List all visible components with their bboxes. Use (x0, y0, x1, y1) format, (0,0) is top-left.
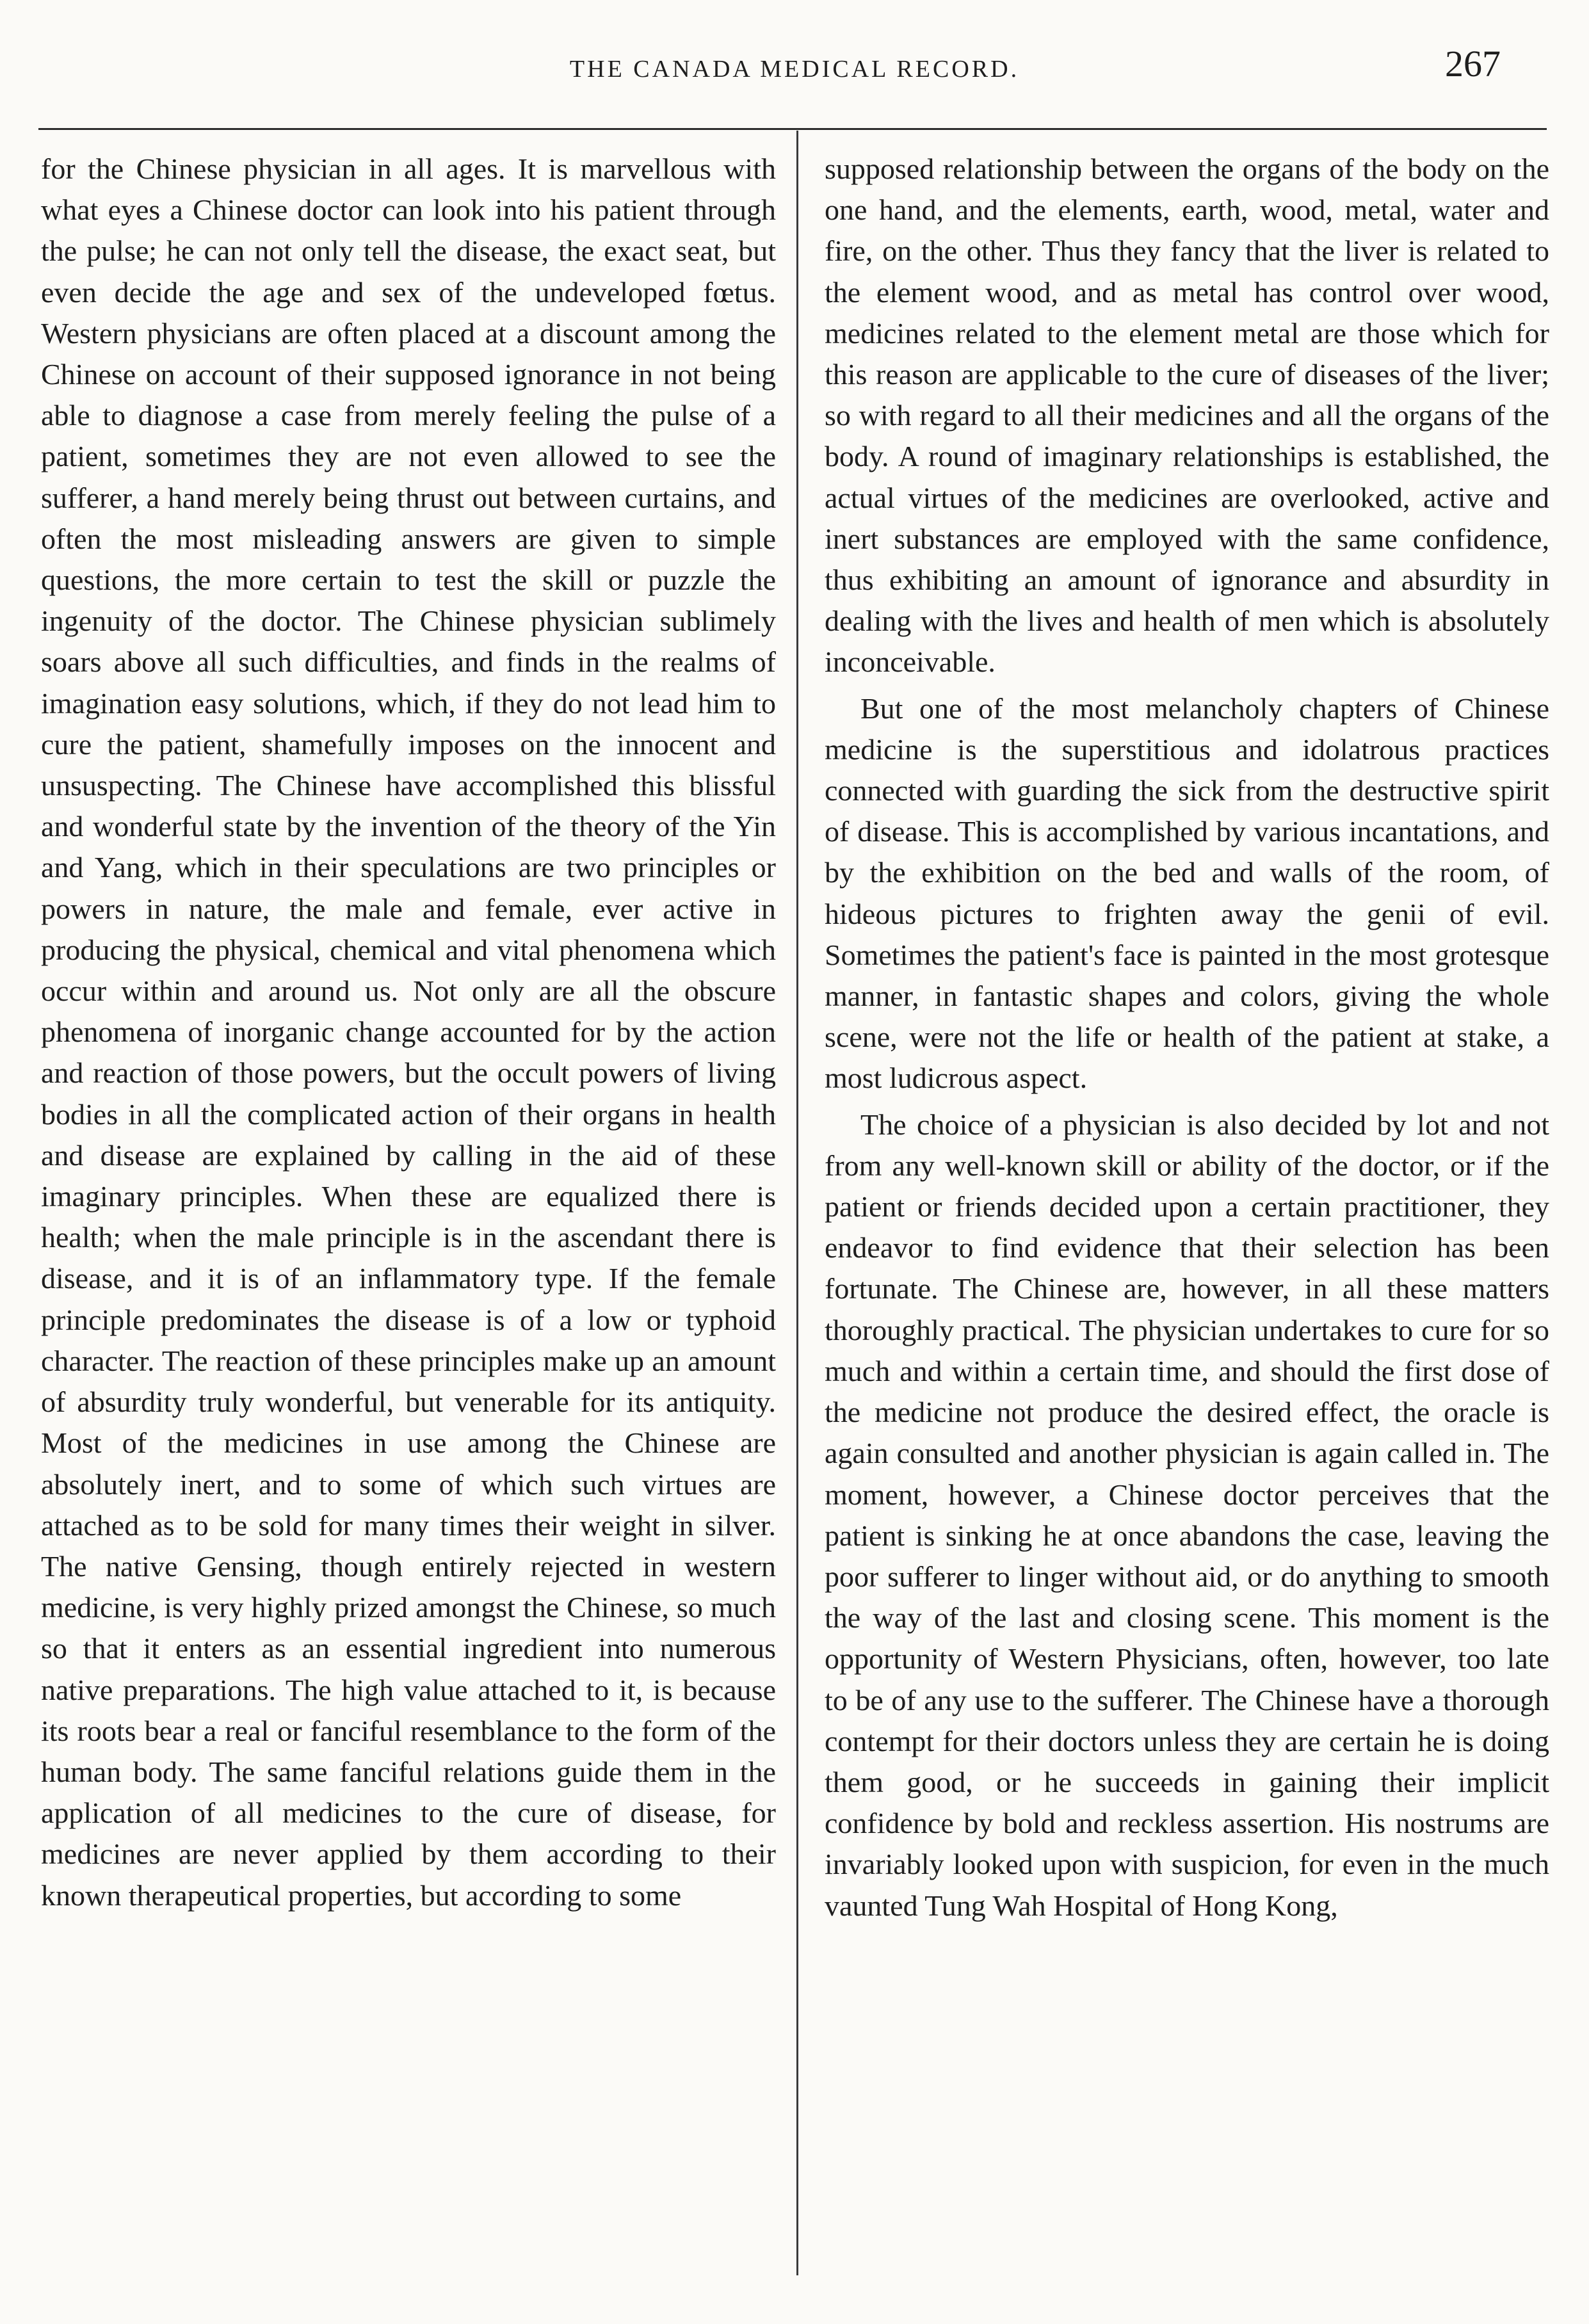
running-title: THE CANADA MEDICAL RECORD. (569, 56, 1020, 83)
right-paragraph-3: The choice of a physician is also decided by lot and not from any well-known skill or ability of the doctor, or if the patient or friends decided upon a certain practitioner, they endeavor to find evidence that their selection has been fortunate. The Chinese are, however, in all these matters thoroughly practical. The physician undertakes to cure for so much and within a certain time, and should the first dose of the medicine not produce the desired effect, the oracle is again consulted and another physician is again called in. The moment, however, a Chinese doctor perceives that the patient is sinking he at once abandons the case, leaving the poor sufferer to linger without aid, or do anything to smooth the way of the last and closing scene. This moment is the opportunity of Western Physicians, often, however, too late to be of any use to the sufferer. The Chinese have a thorough contempt for their doctors unless they are certain he is doing them good, or he succeeds in gaining their implicit confidence by bold and reckless assertion. His nostrums are invariably looked upon with suspicion, for even in the much vaunted Tung Wah Hospital of Hong Kong, (825, 1108, 1549, 1922)
right-paragraph-1: supposed relationship between the organs of the body on the one hand, and the elements, earth, wood, metal, water and fire, on the other. Thus they fancy that the liver is related to the element wood, and as metal has control over wood, medicines related to the element metal are those which for this reason are applicable to the cure of diseases of the liver; so with regard to all their medicines and all the organs of the body. A round of imaginary relationships is established, the actual virtues of the medicines are overlooked, active and inert substances are employed with the same confidence, thus exhibiting an amount of ignorance and absurdity in dealing with the lives and health of men which is absolutely inconceivable. (825, 152, 1549, 679)
column-divider (796, 131, 798, 2275)
left-paragraph-1: for the Chinese physician in all ages. It is marvellous with what eyes a Chinese doctor can look into his patient through the pulse; he can not only tell the disease, the exact seat, but even decide the age and sex of the undeveloped fœtus. Western physicians are often placed at a discount among the Chinese on account of their supposed ignorance in not being able to diagnose a case from merely feeling the pulse of a patient, sometimes they are not even allowed to see the sufferer, a hand merely being thrust out between curtains, and often the most misleading answers are given to simple questions, the more certain to test the skill or puzzle the ingenuity of the doctor. The Chinese physician sublimely soars above all such difficulties, and finds in the realms of imagination easy solutions, which, if they do not lead him to cure the patient, shamefully imposes on the innocent and unsuspecting. The Chinese have accomplished this blissful and wonderful state by the invention of the theory of the Yin and Yang, which in their speculations are two principles or powers in nature, the male and female, ever active in producing the physical, chemical and vital phenomena which occur within and around us. Not only are all the obscure phenomena of inorganic change accounted for by the action and reaction of those powers, but the occult powers of living bodies in all the complicated action of their organs in health and disease are explained by calling in the aid of these imaginary principles. When these are equalized there is health; when the male principle is in the ascendant there is disease, and it is of an inflammatory type. If the female principle predominates the disease is of a low or typhoid character. The reaction of these principles make up an amount of absurdity truly wonderful, but venerable for its antiquity. Most of the medicines in use among the Chinese are absolutely inert, and to some of which such virtues are attached as to be sold for many times their weight in silver. The native Gensing, though entirely rejected in western medicine, is very highly prized amongst the Chinese, so much so that it enters as an essential ingredient into numerous native preparations. The high value attached to it, is because its roots bear a real or fanciful resemblance to the form of the human body. The same fanciful relations guide them in the application of all medicines to the cure of disease, for medicines are never applied by them according to their known therapeutical properties, but according to some (41, 152, 776, 1912)
right-column (825, 149, 1549, 2274)
page-number: 267 (1445, 43, 1501, 85)
header-rule (38, 128, 1547, 130)
right-paragraph-2: But one of the most melancholy chapters of Chinese medicine is the superstitious and idolatrous practices connected with guarding the sick from the destructive spirit of disease. This is accomplished by various incantations, and by the exhibition on the bed and walls of the room, of hideous pictures to frighten away the genii of evil. Sometimes the patient's face is painted in the most grotesque manner, in fantastic shapes and colors, giving the whole scene, were not the life or health of the patient at stake, a most ludicrous aspect. (825, 691, 1549, 1095)
left-column (41, 149, 776, 2274)
page-header (38, 33, 1551, 97)
